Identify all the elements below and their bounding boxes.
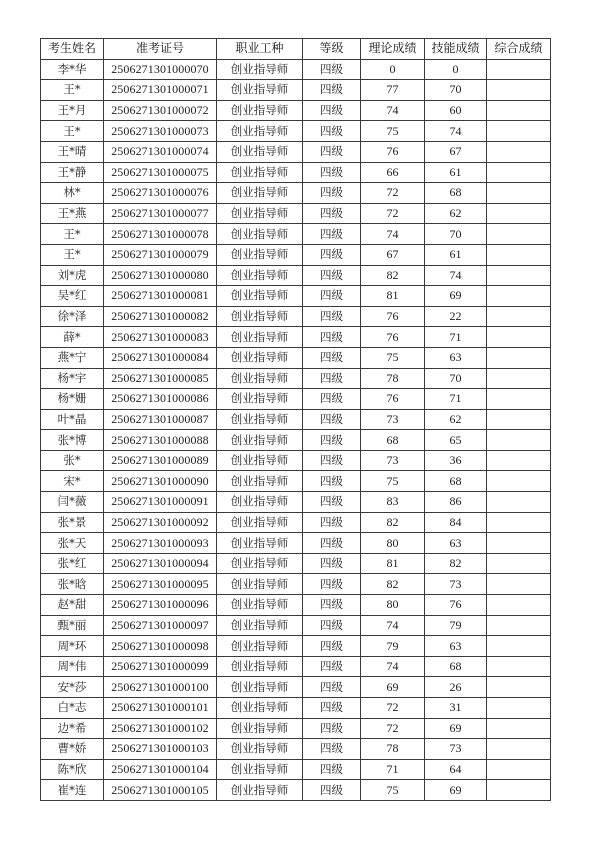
cell-level: 四级 bbox=[303, 162, 361, 183]
cell-ticket-number: 2506271301000083 bbox=[104, 327, 217, 348]
cell-name: 陈*欣 bbox=[41, 759, 104, 780]
cell-name: 王*静 bbox=[41, 162, 104, 183]
table-row bbox=[41, 203, 551, 224]
cell-skill-score: 70 bbox=[425, 368, 487, 389]
cell-level: 四级 bbox=[303, 141, 361, 162]
cell-skill-score: 64 bbox=[425, 759, 487, 780]
cell-ticket-number: 2506271301000094 bbox=[104, 553, 217, 574]
cell-theory-score: 83 bbox=[361, 492, 425, 513]
score-table bbox=[40, 38, 551, 801]
col-header-skill-score: 技能成绩 bbox=[425, 39, 487, 60]
cell-occupation: 创业指导师 bbox=[217, 224, 303, 245]
cell-name: 张*红 bbox=[41, 553, 104, 574]
cell-ticket-number: 2506271301000097 bbox=[104, 615, 217, 636]
table-row bbox=[41, 327, 551, 348]
cell-theory-score: 66 bbox=[361, 162, 425, 183]
table-row bbox=[41, 759, 551, 780]
table-row bbox=[41, 718, 551, 739]
table-row bbox=[41, 553, 551, 574]
table-row bbox=[41, 141, 551, 162]
cell-overall-score bbox=[487, 759, 551, 780]
cell-ticket-number: 2506271301000084 bbox=[104, 347, 217, 368]
cell-occupation: 创业指导师 bbox=[217, 389, 303, 410]
cell-overall-score bbox=[487, 121, 551, 142]
cell-occupation: 创业指导师 bbox=[217, 203, 303, 224]
cell-level: 四级 bbox=[303, 553, 361, 574]
cell-level: 四级 bbox=[303, 636, 361, 657]
cell-skill-score: 69 bbox=[425, 780, 487, 801]
cell-level: 四级 bbox=[303, 595, 361, 616]
cell-level: 四级 bbox=[303, 450, 361, 471]
cell-occupation: 创业指导师 bbox=[217, 409, 303, 430]
cell-theory-score: 75 bbox=[361, 471, 425, 492]
cell-level: 四级 bbox=[303, 615, 361, 636]
cell-overall-score bbox=[487, 677, 551, 698]
cell-level: 四级 bbox=[303, 780, 361, 801]
cell-skill-score: 63 bbox=[425, 347, 487, 368]
cell-overall-score bbox=[487, 574, 551, 595]
cell-occupation: 创业指导师 bbox=[217, 162, 303, 183]
col-header-occupation: 职业工种 bbox=[217, 39, 303, 60]
table-row bbox=[41, 306, 551, 327]
cell-overall-score bbox=[487, 224, 551, 245]
cell-level: 四级 bbox=[303, 183, 361, 204]
cell-occupation: 创业指导师 bbox=[217, 739, 303, 760]
cell-ticket-number: 2506271301000078 bbox=[104, 224, 217, 245]
cell-overall-score bbox=[487, 244, 551, 265]
cell-overall-score bbox=[487, 389, 551, 410]
cell-level: 四级 bbox=[303, 512, 361, 533]
cell-level: 四级 bbox=[303, 389, 361, 410]
table-row bbox=[41, 492, 551, 513]
cell-name: 白*志 bbox=[41, 698, 104, 719]
cell-overall-score bbox=[487, 409, 551, 430]
cell-level: 四级 bbox=[303, 739, 361, 760]
cell-skill-score: 76 bbox=[425, 595, 487, 616]
cell-occupation: 创业指导师 bbox=[217, 698, 303, 719]
cell-overall-score bbox=[487, 595, 551, 616]
cell-skill-score: 86 bbox=[425, 492, 487, 513]
cell-name: 张*天 bbox=[41, 533, 104, 554]
cell-theory-score: 82 bbox=[361, 265, 425, 286]
cell-ticket-number: 2506271301000086 bbox=[104, 389, 217, 410]
cell-overall-score bbox=[487, 615, 551, 636]
cell-skill-score: 67 bbox=[425, 141, 487, 162]
cell-level: 四级 bbox=[303, 533, 361, 554]
cell-level: 四级 bbox=[303, 59, 361, 80]
table-row bbox=[41, 780, 551, 801]
cell-skill-score: 74 bbox=[425, 265, 487, 286]
cell-theory-score: 74 bbox=[361, 656, 425, 677]
cell-skill-score: 36 bbox=[425, 450, 487, 471]
cell-level: 四级 bbox=[303, 327, 361, 348]
table-row bbox=[41, 512, 551, 533]
cell-theory-score: 81 bbox=[361, 553, 425, 574]
header-row bbox=[41, 39, 551, 60]
cell-name: 王* bbox=[41, 244, 104, 265]
cell-ticket-number: 2506271301000070 bbox=[104, 59, 217, 80]
cell-ticket-number: 2506271301000105 bbox=[104, 780, 217, 801]
cell-level: 四级 bbox=[303, 759, 361, 780]
cell-theory-score: 71 bbox=[361, 759, 425, 780]
cell-overall-score bbox=[487, 553, 551, 574]
cell-occupation: 创业指导师 bbox=[217, 780, 303, 801]
cell-occupation: 创业指导师 bbox=[217, 615, 303, 636]
cell-ticket-number: 2506271301000099 bbox=[104, 656, 217, 677]
cell-theory-score: 81 bbox=[361, 286, 425, 307]
cell-occupation: 创业指导师 bbox=[217, 306, 303, 327]
cell-name: 林* bbox=[41, 183, 104, 204]
cell-name: 王*燕 bbox=[41, 203, 104, 224]
cell-skill-score: 68 bbox=[425, 656, 487, 677]
cell-ticket-number: 2506271301000093 bbox=[104, 533, 217, 554]
cell-ticket-number: 2506271301000104 bbox=[104, 759, 217, 780]
cell-theory-score: 76 bbox=[361, 327, 425, 348]
cell-theory-score: 76 bbox=[361, 141, 425, 162]
table-row bbox=[41, 450, 551, 471]
col-header-theory-score: 理论成绩 bbox=[361, 39, 425, 60]
cell-ticket-number: 2506271301000072 bbox=[104, 100, 217, 121]
cell-skill-score: 70 bbox=[425, 80, 487, 101]
cell-ticket-number: 2506271301000071 bbox=[104, 80, 217, 101]
cell-ticket-number: 2506271301000098 bbox=[104, 636, 217, 657]
cell-skill-score: 74 bbox=[425, 121, 487, 142]
cell-level: 四级 bbox=[303, 100, 361, 121]
cell-level: 四级 bbox=[303, 471, 361, 492]
cell-ticket-number: 2506271301000074 bbox=[104, 141, 217, 162]
col-header-ticket-number: 准考证号 bbox=[104, 39, 217, 60]
table-row bbox=[41, 471, 551, 492]
cell-level: 四级 bbox=[303, 492, 361, 513]
cell-occupation: 创业指导师 bbox=[217, 677, 303, 698]
cell-ticket-number: 2506271301000088 bbox=[104, 430, 217, 451]
cell-theory-score: 73 bbox=[361, 450, 425, 471]
cell-level: 四级 bbox=[303, 430, 361, 451]
cell-overall-score bbox=[487, 780, 551, 801]
cell-ticket-number: 2506271301000091 bbox=[104, 492, 217, 513]
cell-skill-score: 61 bbox=[425, 244, 487, 265]
table-body bbox=[41, 59, 551, 800]
cell-overall-score bbox=[487, 80, 551, 101]
cell-level: 四级 bbox=[303, 244, 361, 265]
cell-name: 张* bbox=[41, 450, 104, 471]
cell-ticket-number: 2506271301000095 bbox=[104, 574, 217, 595]
cell-name: 徐*泽 bbox=[41, 306, 104, 327]
cell-overall-score bbox=[487, 183, 551, 204]
cell-theory-score: 82 bbox=[361, 574, 425, 595]
cell-name: 王*晴 bbox=[41, 141, 104, 162]
table-row bbox=[41, 59, 551, 80]
table-row bbox=[41, 265, 551, 286]
cell-name: 吴*红 bbox=[41, 286, 104, 307]
cell-name: 李*华 bbox=[41, 59, 104, 80]
cell-level: 四级 bbox=[303, 306, 361, 327]
table-row bbox=[41, 739, 551, 760]
cell-level: 四级 bbox=[303, 203, 361, 224]
cell-name: 王*月 bbox=[41, 100, 104, 121]
table-row bbox=[41, 183, 551, 204]
cell-theory-score: 79 bbox=[361, 636, 425, 657]
cell-overall-score bbox=[487, 368, 551, 389]
cell-ticket-number: 2506271301000075 bbox=[104, 162, 217, 183]
cell-overall-score bbox=[487, 471, 551, 492]
cell-occupation: 创业指导师 bbox=[217, 183, 303, 204]
table-row bbox=[41, 595, 551, 616]
cell-theory-score: 78 bbox=[361, 739, 425, 760]
cell-skill-score: 62 bbox=[425, 409, 487, 430]
cell-occupation: 创业指导师 bbox=[217, 141, 303, 162]
cell-name: 安*莎 bbox=[41, 677, 104, 698]
cell-overall-score bbox=[487, 512, 551, 533]
cell-skill-score: 62 bbox=[425, 203, 487, 224]
cell-theory-score: 76 bbox=[361, 306, 425, 327]
cell-name: 闫*薇 bbox=[41, 492, 104, 513]
cell-occupation: 创业指导师 bbox=[217, 100, 303, 121]
cell-skill-score: 61 bbox=[425, 162, 487, 183]
cell-occupation: 创业指导师 bbox=[217, 80, 303, 101]
table-row bbox=[41, 121, 551, 142]
cell-occupation: 创业指导师 bbox=[217, 59, 303, 80]
cell-theory-score: 67 bbox=[361, 244, 425, 265]
table-row bbox=[41, 409, 551, 430]
cell-overall-score bbox=[487, 265, 551, 286]
cell-theory-score: 75 bbox=[361, 121, 425, 142]
cell-ticket-number: 2506271301000103 bbox=[104, 739, 217, 760]
cell-name: 张*晗 bbox=[41, 574, 104, 595]
cell-occupation: 创业指导师 bbox=[217, 347, 303, 368]
cell-theory-score: 80 bbox=[361, 595, 425, 616]
cell-name: 周*伟 bbox=[41, 656, 104, 677]
cell-theory-score: 73 bbox=[361, 409, 425, 430]
cell-name: 刘*虎 bbox=[41, 265, 104, 286]
cell-occupation: 创业指导师 bbox=[217, 533, 303, 554]
cell-overall-score bbox=[487, 59, 551, 80]
cell-theory-score: 80 bbox=[361, 533, 425, 554]
cell-skill-score: 71 bbox=[425, 389, 487, 410]
cell-ticket-number: 2506271301000085 bbox=[104, 368, 217, 389]
cell-overall-score bbox=[487, 739, 551, 760]
cell-occupation: 创业指导师 bbox=[217, 430, 303, 451]
cell-occupation: 创业指导师 bbox=[217, 759, 303, 780]
cell-overall-score bbox=[487, 698, 551, 719]
cell-name: 张*景 bbox=[41, 512, 104, 533]
cell-ticket-number: 2506271301000089 bbox=[104, 450, 217, 471]
cell-theory-score: 78 bbox=[361, 368, 425, 389]
cell-occupation: 创业指导师 bbox=[217, 718, 303, 739]
table-row bbox=[41, 430, 551, 451]
cell-theory-score: 82 bbox=[361, 512, 425, 533]
cell-theory-score: 75 bbox=[361, 780, 425, 801]
cell-theory-score: 74 bbox=[361, 100, 425, 121]
col-header-level: 等级 bbox=[303, 39, 361, 60]
cell-skill-score: 73 bbox=[425, 739, 487, 760]
cell-theory-score: 72 bbox=[361, 183, 425, 204]
cell-overall-score bbox=[487, 141, 551, 162]
cell-overall-score bbox=[487, 203, 551, 224]
cell-overall-score bbox=[487, 533, 551, 554]
table-header bbox=[41, 39, 551, 60]
cell-ticket-number: 2506271301000087 bbox=[104, 409, 217, 430]
cell-occupation: 创业指导师 bbox=[217, 327, 303, 348]
cell-skill-score: 22 bbox=[425, 306, 487, 327]
cell-theory-score: 72 bbox=[361, 203, 425, 224]
table-row bbox=[41, 389, 551, 410]
cell-overall-score bbox=[487, 327, 551, 348]
cell-ticket-number: 2506271301000092 bbox=[104, 512, 217, 533]
cell-level: 四级 bbox=[303, 286, 361, 307]
cell-overall-score bbox=[487, 718, 551, 739]
cell-level: 四级 bbox=[303, 121, 361, 142]
cell-level: 四级 bbox=[303, 409, 361, 430]
cell-occupation: 创业指导师 bbox=[217, 636, 303, 657]
cell-theory-score: 0 bbox=[361, 59, 425, 80]
cell-theory-score: 72 bbox=[361, 698, 425, 719]
cell-skill-score: 65 bbox=[425, 430, 487, 451]
table-row bbox=[41, 533, 551, 554]
cell-ticket-number: 2506271301000100 bbox=[104, 677, 217, 698]
cell-occupation: 创业指导师 bbox=[217, 121, 303, 142]
cell-occupation: 创业指导师 bbox=[217, 286, 303, 307]
cell-skill-score: 63 bbox=[425, 533, 487, 554]
cell-skill-score: 69 bbox=[425, 286, 487, 307]
table-row bbox=[41, 636, 551, 657]
cell-overall-score bbox=[487, 306, 551, 327]
cell-theory-score: 77 bbox=[361, 80, 425, 101]
table-row bbox=[41, 615, 551, 636]
cell-name: 燕*宁 bbox=[41, 347, 104, 368]
cell-theory-score: 68 bbox=[361, 430, 425, 451]
cell-overall-score bbox=[487, 450, 551, 471]
cell-skill-score: 26 bbox=[425, 677, 487, 698]
table-row bbox=[41, 656, 551, 677]
cell-overall-score bbox=[487, 430, 551, 451]
table-row bbox=[41, 286, 551, 307]
table-row bbox=[41, 80, 551, 101]
cell-skill-score: 70 bbox=[425, 224, 487, 245]
cell-level: 四级 bbox=[303, 368, 361, 389]
cell-occupation: 创业指导师 bbox=[217, 244, 303, 265]
cell-skill-score: 82 bbox=[425, 553, 487, 574]
cell-occupation: 创业指导师 bbox=[217, 471, 303, 492]
cell-level: 四级 bbox=[303, 718, 361, 739]
cell-name: 杨*宇 bbox=[41, 368, 104, 389]
cell-theory-score: 74 bbox=[361, 224, 425, 245]
cell-theory-score: 72 bbox=[361, 718, 425, 739]
cell-theory-score: 69 bbox=[361, 677, 425, 698]
cell-ticket-number: 2506271301000101 bbox=[104, 698, 217, 719]
cell-theory-score: 75 bbox=[361, 347, 425, 368]
cell-name: 薛* bbox=[41, 327, 104, 348]
cell-name: 甄*丽 bbox=[41, 615, 104, 636]
cell-overall-score bbox=[487, 636, 551, 657]
cell-skill-score: 73 bbox=[425, 574, 487, 595]
col-header-overall-score: 综合成绩 bbox=[487, 39, 551, 60]
cell-occupation: 创业指导师 bbox=[217, 553, 303, 574]
cell-ticket-number: 2506271301000076 bbox=[104, 183, 217, 204]
cell-skill-score: 71 bbox=[425, 327, 487, 348]
cell-name: 王* bbox=[41, 121, 104, 142]
cell-ticket-number: 2506271301000080 bbox=[104, 265, 217, 286]
cell-ticket-number: 2506271301000081 bbox=[104, 286, 217, 307]
cell-theory-score: 76 bbox=[361, 389, 425, 410]
cell-overall-score bbox=[487, 492, 551, 513]
cell-name: 赵*甜 bbox=[41, 595, 104, 616]
cell-occupation: 创业指导师 bbox=[217, 574, 303, 595]
cell-skill-score: 69 bbox=[425, 718, 487, 739]
cell-overall-score bbox=[487, 347, 551, 368]
table-row bbox=[41, 574, 551, 595]
col-header-name: 考生姓名 bbox=[41, 39, 104, 60]
cell-level: 四级 bbox=[303, 347, 361, 368]
cell-occupation: 创业指导师 bbox=[217, 492, 303, 513]
cell-skill-score: 63 bbox=[425, 636, 487, 657]
cell-ticket-number: 2506271301000073 bbox=[104, 121, 217, 142]
cell-occupation: 创业指导师 bbox=[217, 656, 303, 677]
cell-occupation: 创业指导师 bbox=[217, 450, 303, 471]
cell-level: 四级 bbox=[303, 265, 361, 286]
cell-level: 四级 bbox=[303, 80, 361, 101]
cell-skill-score: 79 bbox=[425, 615, 487, 636]
table-row bbox=[41, 224, 551, 245]
cell-level: 四级 bbox=[303, 698, 361, 719]
cell-name: 张*博 bbox=[41, 430, 104, 451]
cell-overall-score bbox=[487, 162, 551, 183]
table-row bbox=[41, 162, 551, 183]
cell-name: 崔*连 bbox=[41, 780, 104, 801]
cell-name: 叶*晶 bbox=[41, 409, 104, 430]
cell-occupation: 创业指导师 bbox=[217, 512, 303, 533]
cell-overall-score bbox=[487, 100, 551, 121]
cell-name: 宋* bbox=[41, 471, 104, 492]
table-row bbox=[41, 100, 551, 121]
cell-name: 周*环 bbox=[41, 636, 104, 657]
cell-ticket-number: 2506271301000077 bbox=[104, 203, 217, 224]
cell-skill-score: 68 bbox=[425, 183, 487, 204]
cell-name: 杨*姗 bbox=[41, 389, 104, 410]
cell-skill-score: 84 bbox=[425, 512, 487, 533]
cell-level: 四级 bbox=[303, 677, 361, 698]
cell-ticket-number: 2506271301000079 bbox=[104, 244, 217, 265]
table-row bbox=[41, 244, 551, 265]
cell-skill-score: 68 bbox=[425, 471, 487, 492]
cell-skill-score: 31 bbox=[425, 698, 487, 719]
cell-skill-score: 0 bbox=[425, 59, 487, 80]
cell-ticket-number: 2506271301000082 bbox=[104, 306, 217, 327]
cell-level: 四级 bbox=[303, 574, 361, 595]
cell-ticket-number: 2506271301000090 bbox=[104, 471, 217, 492]
cell-name: 曹*娇 bbox=[41, 739, 104, 760]
table-row bbox=[41, 677, 551, 698]
cell-occupation: 创业指导师 bbox=[217, 595, 303, 616]
cell-level: 四级 bbox=[303, 224, 361, 245]
cell-name: 边*希 bbox=[41, 718, 104, 739]
cell-name: 王* bbox=[41, 80, 104, 101]
cell-ticket-number: 2506271301000096 bbox=[104, 595, 217, 616]
cell-overall-score bbox=[487, 286, 551, 307]
cell-level: 四级 bbox=[303, 656, 361, 677]
cell-name: 王* bbox=[41, 224, 104, 245]
cell-skill-score: 60 bbox=[425, 100, 487, 121]
cell-occupation: 创业指导师 bbox=[217, 265, 303, 286]
cell-occupation: 创业指导师 bbox=[217, 368, 303, 389]
table-row bbox=[41, 368, 551, 389]
cell-ticket-number: 2506271301000102 bbox=[104, 718, 217, 739]
cell-theory-score: 74 bbox=[361, 615, 425, 636]
table-row bbox=[41, 347, 551, 368]
cell-overall-score bbox=[487, 656, 551, 677]
table-row bbox=[41, 698, 551, 719]
